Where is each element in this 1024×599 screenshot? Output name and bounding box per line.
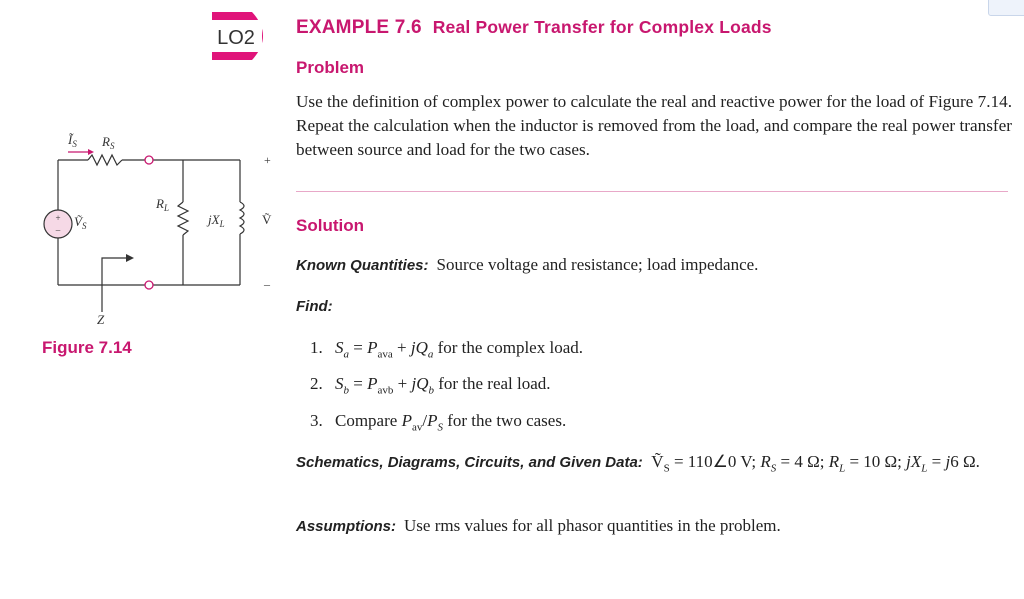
rl-label: $R_L$ xyxy=(156,196,169,213)
badge-label: LO2 xyxy=(217,27,255,49)
find-list xyxy=(310,333,583,442)
svg-text:–: – xyxy=(55,225,61,235)
example-title: Real Power Transfer for Complex Loads xyxy=(432,17,772,37)
vs-label: Ṽ$_S$ xyxy=(74,214,87,231)
list-item: 2. $S_b = P_{avb} + jQ_b$ for the real load. xyxy=(310,369,583,405)
solution-heading: Solution xyxy=(296,216,364,235)
item-number: 2. xyxy=(310,374,323,394)
bottom-terminal xyxy=(145,281,153,289)
circuit-diagram xyxy=(30,120,290,330)
given-equations: Ṽ$_S$ = 110∠0 V; $R_S = 4$ Ω; $R_L = 10$ Ω; $jX_L = j6$ Ω. xyxy=(651,452,980,475)
toolbar-corner xyxy=(988,0,1024,16)
inductor-coil xyxy=(240,202,244,234)
example-number: EXAMPLE 7.6 xyxy=(296,17,422,38)
find-label: Find: xyxy=(296,298,333,315)
item-number: 3. xyxy=(310,410,323,430)
list-item: 3. Compare $P_{av}/P_S$ for the two cases. xyxy=(310,406,583,442)
item-text: for the complex load. xyxy=(437,338,583,357)
problem-text: Use the definition of complex power to calculate the real and reactive power for the load of Figure 7.14. Repeat the calculation when the inductor is removed from the load, and compare the real power transfer between source and load for the two cases. xyxy=(296,92,1012,159)
lo2-badge xyxy=(208,6,274,66)
known-text: Source voltage and resistance; load impedance. xyxy=(436,255,759,274)
compare-word: Compare xyxy=(335,410,398,430)
item-number: 1. xyxy=(310,338,323,357)
schematics-label: Schematics, Diagrams, Circuits, and Given Data: xyxy=(296,454,643,471)
assumptions-label: Assumptions: xyxy=(296,518,397,535)
svg-text:+: + xyxy=(55,213,61,223)
z-label: Z xyxy=(97,312,105,327)
figure-caption: Figure 7.14 xyxy=(42,338,132,357)
rs-label: $R_S$ xyxy=(102,134,115,151)
known-label: Known Quantities: xyxy=(296,257,429,274)
assumptions-text: Use rms values for all phasor quantities in the problem. xyxy=(404,516,781,535)
item-text: for the two cases. xyxy=(447,410,567,430)
assumptions xyxy=(296,516,781,536)
section-divider xyxy=(296,191,1008,192)
example-heading xyxy=(296,17,772,39)
known-quantities xyxy=(296,255,758,275)
minus-sign: – xyxy=(264,277,270,291)
jxl-label: $jX_L$ xyxy=(208,212,225,229)
problem-heading: Problem xyxy=(296,58,365,77)
given-data xyxy=(296,450,1012,480)
rl-resistor xyxy=(178,202,188,235)
v-label: Ṽ xyxy=(262,212,272,227)
top-terminal xyxy=(145,156,153,164)
item-text: for the real load. xyxy=(438,374,551,394)
plus-sign: + xyxy=(264,153,271,167)
is-label: $Ĩ_S$ xyxy=(68,132,77,149)
rs-resistor xyxy=(88,155,122,165)
list-item: 1. $S_a = P_{ava} + jQ_a$ for the complex load. xyxy=(310,333,583,369)
